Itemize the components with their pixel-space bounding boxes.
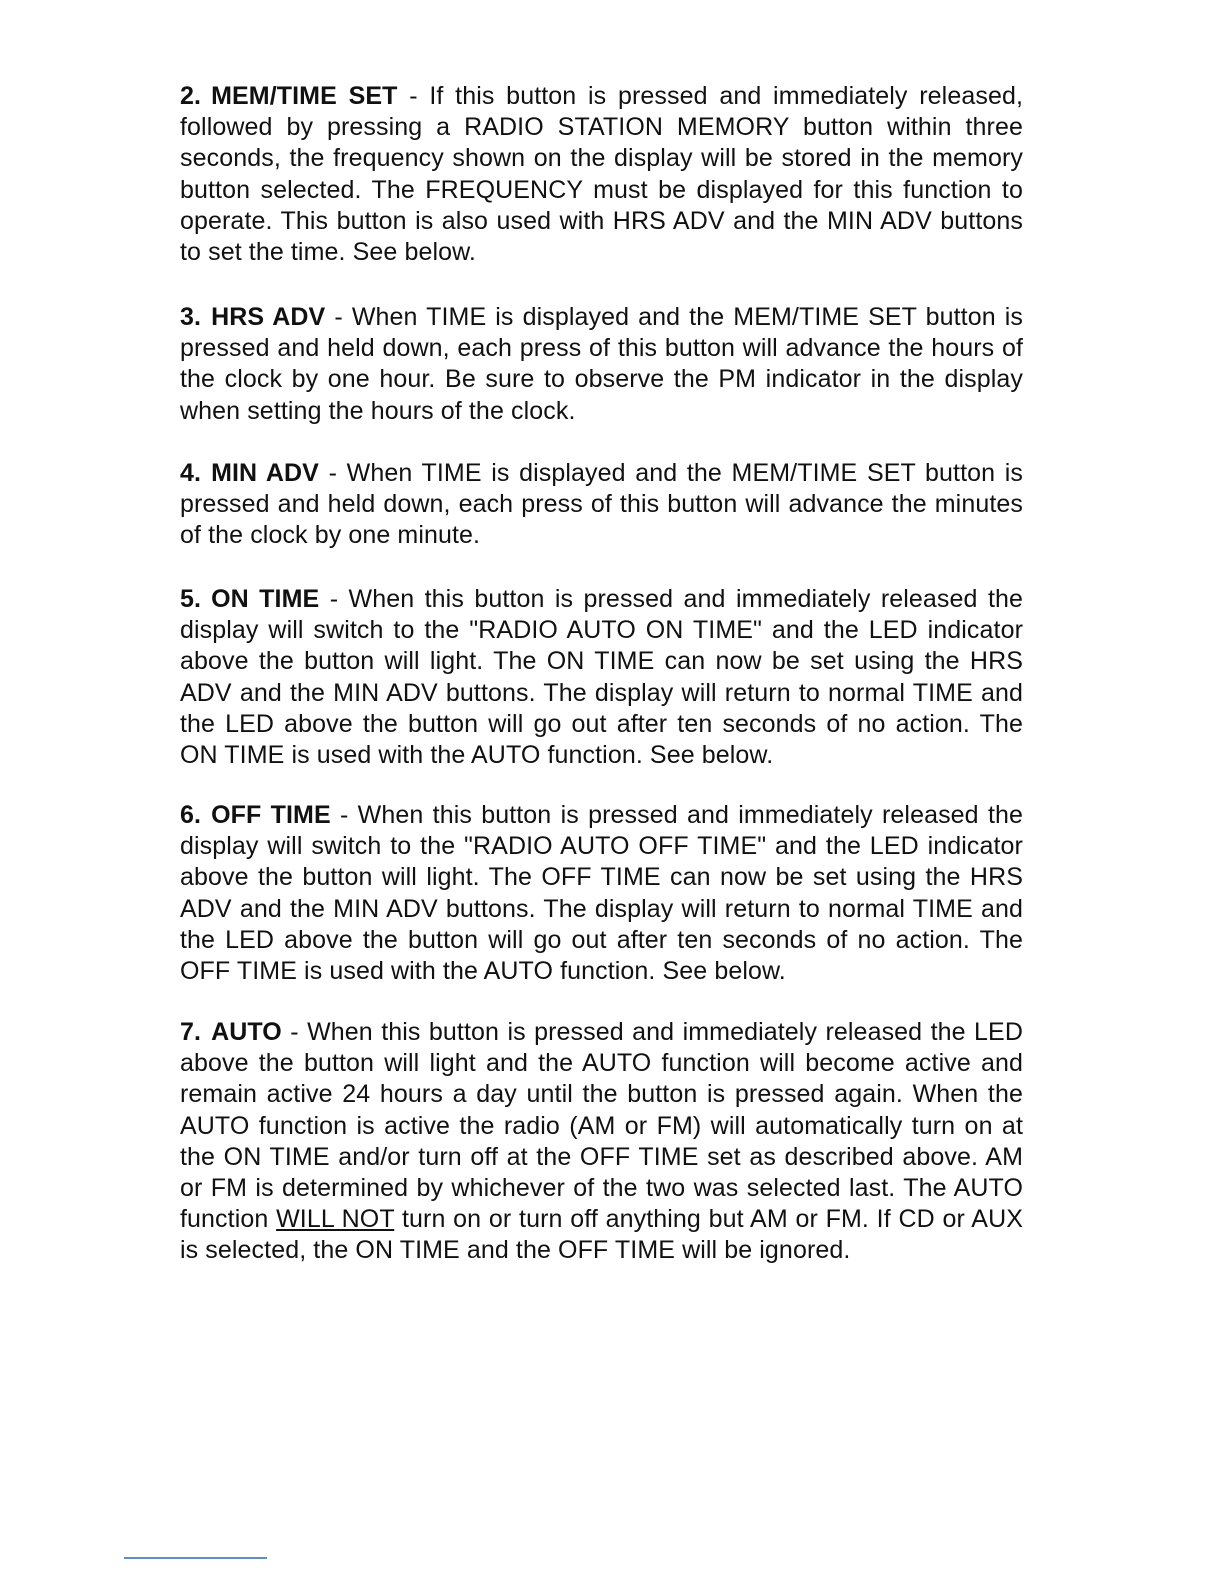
footer-rule <box>124 1557 267 1559</box>
item-body: - When TIME is displayed and the MEM/TIME SET button is pressed and held down, each press of this button will advance the minutes of the clock by one minute. <box>180 459 1024 550</box>
item-on-time <box>180 584 1023 771</box>
item-heading: MIN ADV <box>211 459 319 487</box>
item-heading: AUTO <box>211 1018 282 1046</box>
item-mem-time-set <box>180 81 1023 268</box>
item-number: 6. <box>180 801 202 829</box>
item-number: 3. <box>180 303 202 331</box>
item-number: 2. <box>180 82 202 110</box>
item-number: 5. <box>180 585 202 613</box>
item-hrs-adv <box>180 302 1023 427</box>
item-min-adv <box>180 458 1023 552</box>
item-number: 4. <box>180 459 202 487</box>
underlined-emphasis: WILL NOT <box>276 1205 395 1234</box>
item-body: - When TIME is displayed and the MEM/TIME SET button is pressed and held down, each press of this button will advance the hours of the clock by one hour. Be sure to observe the PM indicator in the display when setting the hours of the clock. <box>180 303 1023 425</box>
item-heading: ON TIME <box>211 585 320 613</box>
item-off-time <box>180 800 1023 987</box>
item-number: 7. <box>180 1018 202 1046</box>
item-body: - If this button is pressed and immediately released, followed by pressing a RADIO STATION MEMORY button within three seconds, the frequency shown on the display will be stored in the memory button selected. The FREQUENCY must be displayed for this function to operate. This button is also used with HRS ADV and the MIN ADV buttons to set the time. See below. <box>180 82 1023 267</box>
item-auto <box>180 1017 1023 1267</box>
item-heading: OFF TIME <box>211 801 331 829</box>
item-body: - When this button is pressed and immediately released the display will switch to the "RADIO AUTO OFF TIME" and the LED indicator above the button will light. The OFF TIME can now be set using the HRS ADV and the MIN ADV buttons. The display will return to normal TIME and the LED above the button will go out after ten seconds of no action. The OFF TIME is used with the AUTO function. See below. <box>180 801 1023 986</box>
item-body: - When this button is pressed and immediately released the display will switch to the "RADIO AUTO ON TIME" and the LED indicator above the button will light. The ON TIME can now be set using the HRS ADV and the MIN ADV buttons. The display will return to normal TIME and the LED above the button will go out after ten seconds of no action. The ON TIME is used with the AUTO function. See below. <box>180 585 1023 770</box>
item-heading: HRS ADV <box>211 303 326 331</box>
item-heading: MEM/TIME SET <box>211 82 398 110</box>
item-body-part-b: turn on or turn off anything but AM or FM. If CD or AUX is selected, the ON TIME and the OFF TIME will be ignored. <box>180 1205 1023 1265</box>
item-body-part-a: - When this button is pressed and immediately released the LED above the button will light and the AUTO function will become active and remain active 24 hours a day until the button is pressed again. When the AUTO function is active the radio (AM or FM) will automatically turn on at the ON TIME and/or turn off at the OFF TIME set as described above. AM or FM is determined by whichever of the two was selected last. The AUTO function <box>180 1018 1023 1234</box>
